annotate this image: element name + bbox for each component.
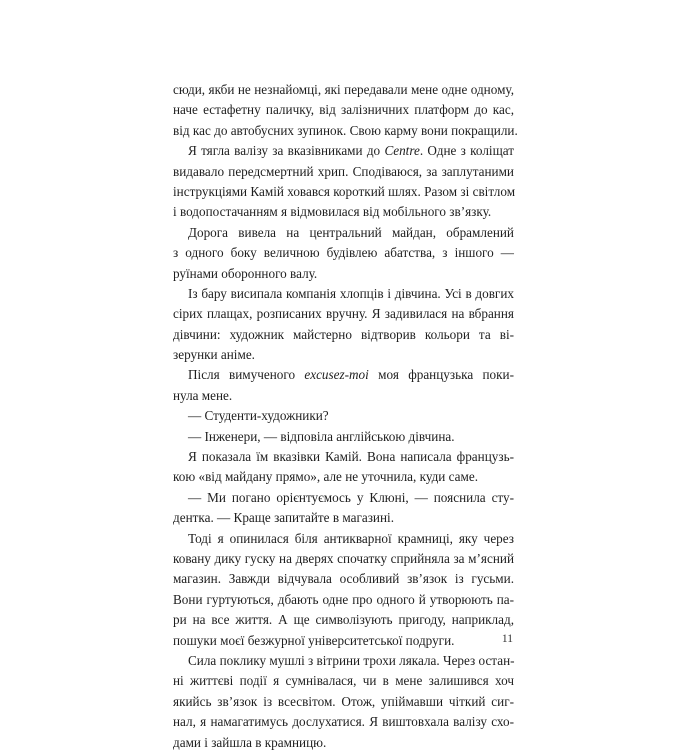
text-segment: Після вимученого — [188, 367, 305, 383]
text-line: — Інженери, — відповіла англійською дівчина. — [188, 428, 455, 444]
paragraph — [173, 284, 514, 366]
text-line: з одного боку величною будівлею абатства, з іншого — — [173, 245, 514, 261]
text-segment: моя французька поки- — [368, 367, 514, 383]
paragraph — [173, 529, 514, 651]
text-line — [173, 365, 514, 385]
text-line: Я показала їм вказівки Камій. Вона написала французь- — [188, 449, 514, 465]
page-number: 11 — [501, 633, 513, 645]
paragraph — [173, 365, 514, 406]
text-line: дентка. — Краще запитайте в магазині. — [173, 510, 394, 526]
text-line: — Студенти-художники? — [188, 408, 329, 424]
text-line: дами і зайшла в крамницю. — [173, 734, 327, 750]
text-line: — Ми погано орієнтуємось у Клюні, — пояснила сту- — [188, 489, 514, 505]
paragraph — [173, 447, 514, 488]
body-text — [173, 80, 518, 753]
paragraph — [173, 141, 514, 223]
text-line: ковану дику гуску на дверях спочатку сприйняла за м’ясний — [173, 550, 514, 566]
italic-word: excusez-moi — [304, 367, 369, 383]
text-line: кою «від майдану прямо», але не уточнила, куди саме. — [173, 469, 479, 485]
paragraph — [173, 406, 514, 426]
text-line: Із бару висипала компанія хлопців і дівчина. Усі в довгих — [188, 285, 514, 301]
text-line: сірих плащах, розписаних вручну. Я задивилася на вбрання — [173, 306, 514, 322]
text-line: сюди, якби не незнайомці, які передавали мене одне одному, — [173, 82, 514, 97]
text-line: нал, я намагатимусь дослухатися. Я виштовхала валізу схо- — [173, 714, 514, 730]
text-line: нула мене. — [173, 387, 233, 403]
text-segment: Я тягла валізу за вказівниками до — [188, 143, 385, 159]
text-line: Сила поклику мушлі з вітрини трохи лякала. Через остан- — [188, 652, 515, 668]
text-line: наче естафетну паличку, від залізничних платформ до кас, — [173, 102, 514, 118]
text-segment: . Одне з коліщат — [419, 143, 514, 159]
paragraph — [173, 80, 518, 141]
paragraph — [173, 651, 514, 753]
paragraph — [173, 427, 514, 447]
text-line: Тоді я опинилася біля антикварної крамниці, яку через — [188, 530, 514, 546]
text-line: ри на все життя. А ще символізують пригоду, наприклад, — [173, 612, 514, 628]
text-line: дівчини: художник майстерно відтворив кольори та ві- — [173, 326, 514, 342]
text-line: магазин. Завжди відчувала особливий зв’язок із гусьми. — [173, 571, 514, 587]
text-line: і водопостачанням я відмовилася від мобільного зв’язку. — [173, 204, 492, 220]
italic-word: Centre — [384, 143, 420, 159]
text-line: Дорога вивела на центральний майдан, обрамлений — [188, 224, 514, 240]
text-line: від кас до автобусних зупинок. Свою карму вони покращили. — [173, 122, 518, 138]
text-line: руїнами оборонного валу. — [173, 265, 318, 281]
text-line: ні життєві події я сумнівалася, чи в мене залишився хоч — [173, 673, 514, 689]
text-line: Вони гуртуються, дбають одне про одного й утворюють па- — [173, 591, 514, 607]
paragraph — [173, 488, 514, 529]
text-line: якийсь зв’язок із всесвітом. Отож, упіймавши чіткий сиг- — [173, 693, 514, 709]
text-line: пошуки моєї безжурної університетської подруги. — [173, 632, 455, 648]
text-line: зерунки аніме. — [173, 347, 255, 363]
text-line — [173, 141, 514, 161]
paragraph — [173, 223, 514, 284]
text-line: видавало передсмертний хрип. Сподіваюся, за заплутаними — [173, 163, 514, 179]
text-line: інструкціями Камій ховався короткий шлях. Разом зі світлом — [173, 183, 516, 199]
